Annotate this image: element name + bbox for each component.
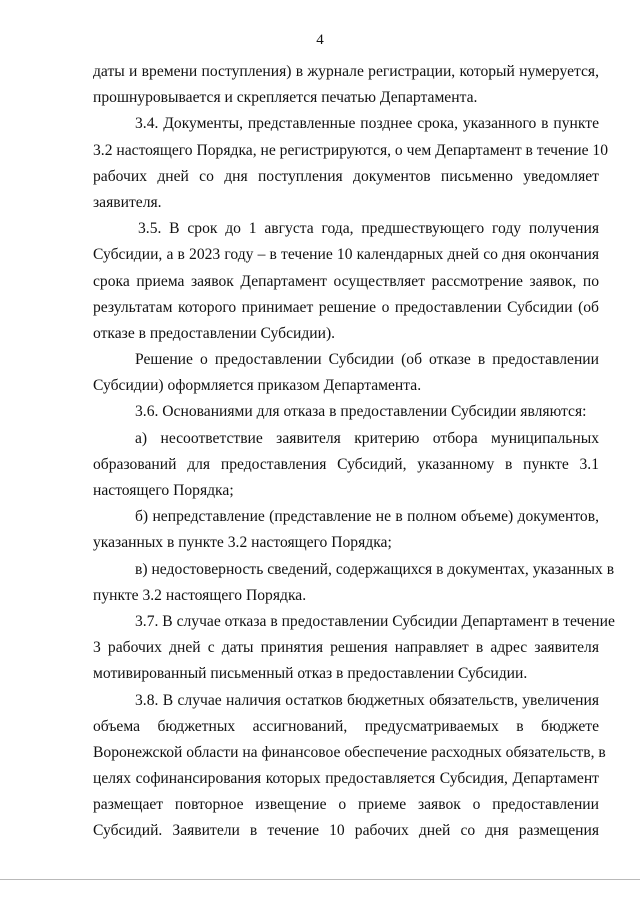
text-line: Решение о предоставлении Субсидии (об отказе в предоставлении [135,351,599,369]
text-line: б) непредставление (представление не в полном объеме) документов, [135,508,599,526]
text-line: указанных в пункте 3.2 настоящего Порядка; [93,534,392,552]
text-line: даты и времени поступления) в журнале регистрации, который нумеруется, [93,63,599,80]
text-line: в) недостоверность сведений, содержащихся в документах, указанных в [135,560,615,578]
text-line: рабочих дней со дня поступления документов письменно уведомляет [93,167,599,185]
text-line: 3.6. Основаниями для отказа в предоставлении Субсидии являются: [135,403,587,421]
text-line: Субсидий. Заявители в течение 10 рабочих дней со дня размещения [93,822,599,840]
text-line: 3 рабочих дней с даты принятия решения направляет в адрес заявителя [93,639,599,657]
text-line: образований для предоставления Субсидий, указанному в пункте 3.1 [93,455,599,473]
text-line: 3.2 настоящего Порядка, не регистрируются, о чем Департамент в течение 10 [93,141,609,159]
text-line: отказе в предоставлении Субсидии). [93,324,336,342]
text-line: 3.5. В срок до 1 августа года, предшествующего году получения [138,220,599,238]
document-body [93,59,615,845]
text-line: результатам которого принимает решение о предоставлении Субсидии (об [93,298,599,316]
text-line: 3.4. Документы, представленные позднее срока, указанного в пункте [135,115,599,133]
text-line: размещает повторное извещение о приеме заявок о предоставлении [93,796,599,814]
text-line: 3.8. В случае наличия остатков бюджетных обязательств, увеличения [135,691,599,709]
text-line: прошнуровывается и скрепляется печатью Департамента. [93,89,478,107]
text-line: Субсидии, а в 2023 году – в течение 10 календарных дней со дня окончания [93,246,599,264]
text-line: срока приема заявок Департамент осуществляет рассмотрение заявок, по [93,272,599,290]
text-line: пункте 3.2 настоящего Порядка. [93,586,307,604]
page-number: 4 [316,32,324,48]
text-line: целях софинансирования которых предоставляется Субсидия, Департамент [93,770,599,788]
text-line: настоящего Порядка; [93,482,234,499]
text-line: а) несоответствие заявителя критерию отбора муниципальных [135,429,599,447]
text-line: Воронежской области на финансовое обеспечение расходных обязательств, в [93,743,606,761]
text-line: Субсидии) оформляется приказом Департамента. [93,377,422,395]
text-line: 3.7. В случае отказа в предоставлении Субсидии Департамент в течение [135,612,615,630]
text-line: мотивированный письменный отказ в предоставлении Субсидии. [93,665,528,683]
text-line: заявителя. [93,193,162,211]
page-bottom-rule [0,879,640,880]
text-line: объема бюджетных ассигнований, предусматриваемых в бюджете [93,717,599,735]
